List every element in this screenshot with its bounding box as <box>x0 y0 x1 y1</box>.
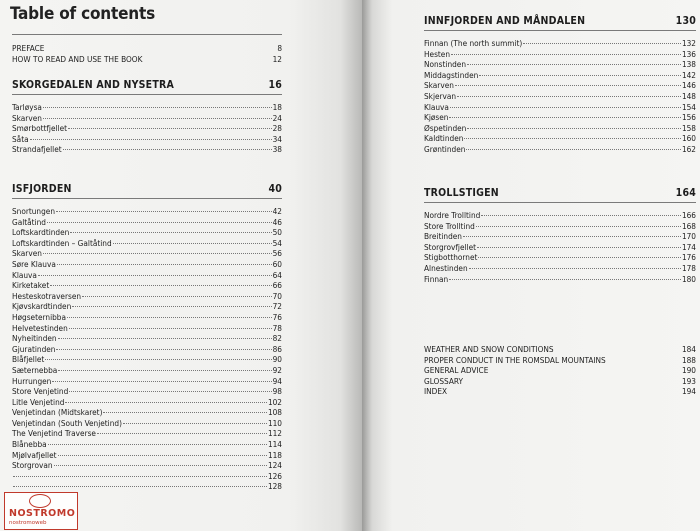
toc-entry <box>12 323 282 334</box>
toc-entry <box>424 242 696 253</box>
entry-page: 156 <box>681 112 696 123</box>
toc-entry <box>424 91 696 102</box>
entry-label: Alnestinden <box>424 262 468 273</box>
section-heading <box>424 186 696 203</box>
toc-entry <box>12 217 282 228</box>
dot-leader <box>47 222 272 223</box>
toc-entry <box>424 102 696 113</box>
toc-entry <box>12 397 282 408</box>
toc-entry <box>12 227 282 238</box>
entry-page: 38 <box>272 144 282 155</box>
entry-page: 18 <box>272 102 282 112</box>
toc-entry <box>12 248 282 259</box>
entry-page: 108 <box>267 407 282 418</box>
entry-page: 184 <box>681 344 696 354</box>
toc-entry <box>12 386 282 397</box>
dot-leader <box>48 444 267 445</box>
entry-page: 128 <box>267 481 282 492</box>
section-title: INNFJORDEN AND MÅNDALEN <box>424 15 586 27</box>
toc-entry <box>12 280 282 291</box>
dot-leader <box>43 107 272 108</box>
dot-leader <box>69 328 272 329</box>
entry-page: 76 <box>272 311 282 322</box>
section-title: ISFJORDEN <box>12 183 72 195</box>
entry-label: Grøntinden <box>424 143 466 154</box>
toc-entry <box>424 38 696 49</box>
entry-page: 190 <box>681 365 696 376</box>
toc-entry <box>424 70 696 81</box>
toc-entry <box>424 376 696 387</box>
dot-leader <box>70 232 271 233</box>
entry-page: 42 <box>272 206 282 216</box>
entry-page: 72 <box>272 301 282 312</box>
dot-leader <box>123 423 267 424</box>
toc-entry <box>12 471 282 482</box>
section-heading <box>12 182 282 199</box>
entry-page: 86 <box>272 343 282 354</box>
dot-leader <box>449 117 681 118</box>
dot-leader <box>30 139 272 140</box>
entry-label: Store Trolltind <box>424 220 475 231</box>
entry-label: Storgrovfjellet <box>424 241 477 252</box>
section-trollstigen <box>424 186 696 284</box>
entry-page: 180 <box>681 273 696 284</box>
entry-page: 70 <box>272 290 282 301</box>
dot-leader <box>466 149 681 150</box>
entry-label: Finnan (The north summit) <box>424 38 523 48</box>
dot-leader <box>50 285 271 286</box>
entry-page: 92 <box>272 364 282 375</box>
toc-entry <box>12 206 282 217</box>
toc-entry <box>12 54 282 65</box>
entry-page: 126 <box>267 470 282 481</box>
toc-entry <box>424 252 696 263</box>
entry-page: 46 <box>272 216 282 227</box>
entry-label: Hesten <box>424 48 451 59</box>
toc-entry <box>424 59 696 70</box>
entry-label: Kjøsen <box>424 112 449 123</box>
section-page: 130 <box>675 15 696 27</box>
entry-page: 178 <box>681 262 696 273</box>
dot-leader <box>481 215 681 216</box>
toc-entry <box>12 123 282 134</box>
logo-ring-icon <box>29 494 51 508</box>
toc-entry <box>12 407 282 418</box>
dot-leader <box>65 402 267 403</box>
toc-entry <box>424 231 696 242</box>
dot-leader <box>43 253 272 254</box>
entry-label: Skjervan <box>424 90 457 101</box>
entry-page: 12 <box>272 53 282 64</box>
dot-leader <box>38 275 272 276</box>
toc-entry <box>12 365 282 376</box>
dot-leader <box>13 486 267 487</box>
entry-label: Strandafjellet <box>12 144 62 155</box>
section-page: 40 <box>268 183 282 195</box>
entry-label: HOW TO READ AND USE THE BOOK <box>12 53 143 64</box>
entry-page: 28 <box>272 123 282 134</box>
entry-page: 148 <box>681 90 696 101</box>
dot-leader <box>463 236 681 237</box>
toc-entry <box>12 354 282 365</box>
entry-label: Nonstinden <box>424 59 467 70</box>
dot-leader <box>467 64 681 65</box>
entry-page: 168 <box>681 220 696 231</box>
toc-entry <box>424 133 696 144</box>
dot-leader <box>451 54 681 55</box>
section-page: 164 <box>675 187 696 199</box>
toc-entry <box>424 386 696 397</box>
entry-label: Loftskardtinden – Galtåtind <box>12 237 112 248</box>
dot-leader <box>43 118 272 119</box>
section-page: 16 <box>268 79 282 91</box>
entry-page: 34 <box>272 133 282 144</box>
toc-entry <box>12 439 282 450</box>
toc-entry <box>424 274 696 285</box>
entry-page: 193 <box>681 375 696 386</box>
toc-entry <box>424 263 696 274</box>
entry-label: Høgseternibba <box>12 311 66 322</box>
toc-entry <box>424 365 696 376</box>
entry-page: 132 <box>681 38 696 48</box>
title-rule <box>12 34 282 35</box>
entry-page: 114 <box>267 439 282 450</box>
toc-entry <box>424 80 696 91</box>
entry-label: Venjetindan (Midtskaret) <box>12 407 103 418</box>
entry-label: WEATHER AND SNOW CONDITIONS <box>424 344 554 354</box>
entry-page: 162 <box>681 143 696 154</box>
entry-page: 124 <box>267 460 282 471</box>
toc-entry <box>424 210 696 221</box>
entry-label: Nyheitinden <box>12 333 57 344</box>
toc-entry <box>12 238 282 249</box>
dot-leader <box>113 243 272 244</box>
toc-entry <box>12 43 282 54</box>
entry-page: 136 <box>681 48 696 59</box>
entry-label: Klauva <box>424 101 449 112</box>
entry-page: 118 <box>267 449 282 460</box>
entry-label: Skarven <box>424 80 454 91</box>
entry-label: Hesteskotraversen <box>12 290 82 301</box>
entry-page: 8 <box>277 43 282 53</box>
toc-title: Table of contents <box>10 4 155 24</box>
section-heading <box>12 78 282 95</box>
entry-label: GENERAL ADVICE <box>424 365 489 376</box>
watermark-logo <box>4 492 78 530</box>
dot-leader <box>467 128 681 129</box>
entry-page: 176 <box>681 252 696 263</box>
entry-label: Kirketaket <box>12 280 50 291</box>
entry-page: 154 <box>681 101 696 112</box>
entry-label: Skarven <box>12 248 42 259</box>
dot-leader <box>13 476 267 477</box>
dot-leader <box>449 279 681 280</box>
toc-entry <box>424 355 696 366</box>
entry-label: Søre Klauva <box>12 258 56 269</box>
entry-page: 174 <box>681 241 696 252</box>
dot-leader <box>57 264 272 265</box>
toc-entry <box>12 301 282 312</box>
dot-leader <box>58 338 272 339</box>
entry-page: 50 <box>272 227 282 238</box>
toc-entry <box>12 460 282 471</box>
entry-page: 170 <box>681 231 696 242</box>
entry-page: 166 <box>681 210 696 220</box>
toc-entry <box>12 291 282 302</box>
entry-label: Klauva <box>12 269 37 280</box>
entry-label: GLOSSARY <box>424 375 463 386</box>
dot-leader <box>477 247 681 248</box>
dot-leader <box>479 75 681 76</box>
entry-page: 90 <box>272 354 282 365</box>
dot-leader <box>63 149 272 150</box>
dot-leader <box>54 465 267 466</box>
toc-entry <box>12 102 282 113</box>
dot-leader <box>523 43 681 44</box>
entry-label: Blåfjellet <box>12 354 45 365</box>
entry-label: Mjølvafjellet <box>12 449 57 460</box>
dot-leader <box>476 226 681 227</box>
section-skorgedalen <box>12 78 282 155</box>
entry-label: Venjetindan (South Venjetind) <box>12 417 122 428</box>
entry-page: 138 <box>681 59 696 70</box>
entry-label: Såta <box>12 133 29 144</box>
entry-label: PREFACE <box>12 43 45 53</box>
toc-entry <box>12 450 282 461</box>
entry-label: Nordre Trolltind <box>424 210 481 220</box>
entry-page: 194 <box>681 386 696 397</box>
toc-entry <box>424 123 696 134</box>
toc-entry <box>424 112 696 123</box>
dot-leader <box>72 306 271 307</box>
entry-label: Galtåtind <box>12 216 46 227</box>
entry-page: 78 <box>272 322 282 333</box>
entry-page: 98 <box>272 386 282 397</box>
entry-label: PROPER CONDUCT IN THE ROMSDAL MOUNTAINS <box>424 354 606 365</box>
toc-entry <box>12 270 282 281</box>
entry-label: Store Venjetind <box>12 386 69 397</box>
entry-label: Kaldtinden <box>424 133 464 144</box>
entry-label: Gjuratinden <box>12 343 56 354</box>
toc-entry <box>424 344 696 355</box>
entry-label: The Venjetind Traverse <box>12 428 96 439</box>
logo-name: NOSTROMO <box>9 508 76 519</box>
section-title: TROLLSTIGEN <box>424 187 499 199</box>
toc-entry <box>12 376 282 387</box>
entry-label: Hurrungen <box>12 375 52 386</box>
front-matter <box>12 34 282 64</box>
logo-sub: nostromoweb <box>9 520 47 526</box>
right-page <box>362 0 700 531</box>
dot-leader <box>56 211 272 212</box>
dot-leader <box>103 412 266 413</box>
back-matter <box>424 344 696 397</box>
dot-leader <box>469 268 681 269</box>
entry-label: Skarven <box>12 112 42 123</box>
entry-label: Storgrovan <box>12 460 53 471</box>
dot-leader <box>455 85 681 86</box>
toc-entry <box>424 221 696 232</box>
dot-leader <box>45 359 271 360</box>
entry-label: Sæternebba <box>12 364 58 375</box>
section-innfjorden <box>424 14 696 155</box>
entry-label: Blånebba <box>12 439 47 450</box>
entry-page: 110 <box>267 417 282 428</box>
entry-label: INDEX <box>424 386 448 397</box>
toc-entry <box>12 481 282 492</box>
section-title: SKORGEDALEN AND NYSETRA <box>12 79 174 91</box>
entry-label: Finnan <box>424 273 449 284</box>
entry-page: 94 <box>272 375 282 386</box>
toc-entry <box>12 344 282 355</box>
dot-leader <box>56 349 271 350</box>
entry-page: 188 <box>681 354 696 365</box>
entry-page: 24 <box>272 112 282 123</box>
dot-leader <box>67 317 272 318</box>
toc-entry <box>12 144 282 155</box>
entry-label: Tarløysa <box>12 102 42 112</box>
dot-leader <box>478 257 681 258</box>
toc-entry <box>12 259 282 270</box>
entry-label: Kjøvskardtinden <box>12 301 72 312</box>
dot-leader <box>58 370 271 371</box>
toc-entry <box>12 134 282 145</box>
entry-page: 82 <box>272 333 282 344</box>
entry-page: 112 <box>267 428 282 439</box>
entry-page: 158 <box>681 122 696 133</box>
entry-label: Helvetestinden <box>12 322 68 333</box>
entry-page: 146 <box>681 80 696 91</box>
dot-leader <box>82 296 272 297</box>
entry-label: Snortungen <box>12 206 55 216</box>
dot-leader <box>69 391 271 392</box>
dot-leader <box>97 433 267 434</box>
entry-label: Smørbottfjellet <box>12 123 68 134</box>
dot-leader <box>68 128 272 129</box>
dot-leader <box>58 455 267 456</box>
entry-page: 102 <box>267 396 282 407</box>
toc-entry <box>424 49 696 60</box>
entry-label: Litle Venjetind <box>12 396 65 407</box>
entry-page: 54 <box>272 237 282 248</box>
entry-label: Stigbotthornet <box>424 252 478 263</box>
entry-page: 160 <box>681 133 696 144</box>
toc-entry <box>12 333 282 344</box>
toc-entry <box>12 428 282 439</box>
entry-label: Loftskardtinden <box>12 227 70 238</box>
section-isfjorden <box>12 182 282 492</box>
section-heading <box>424 14 696 31</box>
entry-page: 66 <box>272 280 282 291</box>
toc-entry <box>12 312 282 323</box>
toc-entry <box>12 113 282 124</box>
dot-leader <box>457 96 681 97</box>
dot-leader <box>450 107 681 108</box>
entry-label: Breitinden <box>424 231 462 242</box>
entry-label: Middagstinden <box>424 69 479 80</box>
toc-entry <box>12 418 282 429</box>
dot-leader <box>464 138 681 139</box>
entry-label: Øspetinden <box>424 122 467 133</box>
entry-page: 64 <box>272 269 282 280</box>
dot-leader <box>52 381 271 382</box>
entry-page: 60 <box>272 258 282 269</box>
entry-page: 56 <box>272 248 282 259</box>
toc-entry <box>424 144 696 155</box>
entry-page: 142 <box>681 69 696 80</box>
